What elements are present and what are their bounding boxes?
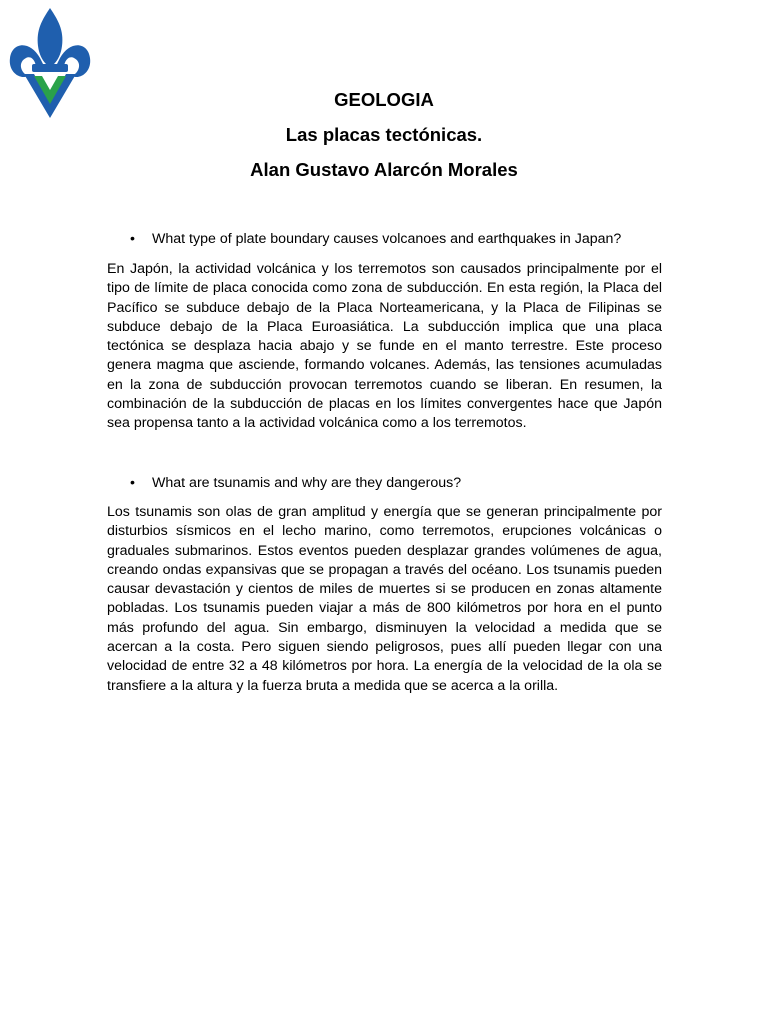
answer-2-paragraph: Los tsunamis son olas de gran amplitud y energía que se generan principalmente por disturbios sísmicos en el lecho marino, como terremotos, erupciones volcánicas o graduales submarinos. Estos eventos pueden desplazar grandes volúmenes de agua, creando ondas expansivas que se propagan a través del océano. Los tsunamis pueden causar devastación y cientos de miles de muertes si se producen en zonas altamente pobladas. Los tsunamis pueden viajar a más de 800 kilómetros por hora en el punto más profundo del agua. Sin embargo, disminuyen la velocidad a medida que se acercan a la costa. Pero siguen siendo peligrosos, pues allí pueden llegar con una velocidad de entre 32 a 48 kilómetros por hora. La energía de la velocidad de la ola se transfiere a la altura y la fuerza bruta a medida que se acerca a la orilla. (107, 504, 662, 694)
bullet-icon: • (130, 231, 135, 247)
question-2-text: What are tsunamis and why are they dangerous? (152, 475, 462, 491)
topic-title: Las placas tectónicas. (285, 124, 483, 145)
author-name: Alan Gustavo Alarcón Morales (250, 159, 518, 180)
subject-title: GEOLOGIA (334, 89, 434, 110)
document-header (0, 90, 768, 195)
question-1-text: What type of plate boundary causes volcanoes and earthquakes in Japan? (152, 231, 622, 247)
fleur-de-lis-shape (38, 8, 63, 64)
question-1 (130, 230, 621, 248)
fleur-band (32, 64, 68, 72)
question-2 (130, 474, 461, 492)
answer-1-paragraph: En Japón, la actividad volcánica y los terremotos son causados principalmente por el tipo de límite de placa conocida como zona de subducción. En esta región, la Placa del Pacífico se subduce debajo de la Placa Norteamericana, y la Placa de Filipinas se subduce debajo de la Placa Euroasiática. La subducción implica que una placa tectónica se desplaza hacia abajo y se funde en el manto terrestre. Este proceso genera magma que asciende, formando volcanes. Además, las tensiones acumuladas en la zona de subducción provocan terremotos cuando se liberan. En resumen, la combinación de la subducción de placas en los límites convergentes hace que Japón sea propensa tanto a la actividad volcánica como a los terremotos. (107, 261, 662, 432)
bullet-icon: • (130, 475, 135, 491)
